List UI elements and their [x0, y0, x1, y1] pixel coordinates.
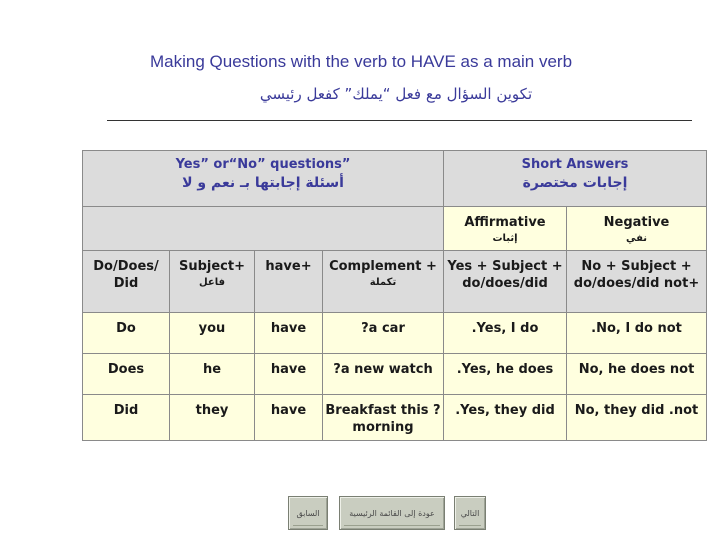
column-header-affirmative-pattern: Yes + Subject + do/does/did: [444, 251, 567, 313]
table-row: [83, 313, 707, 354]
negative-label: Negative: [603, 215, 670, 230]
next-button[interactable]: التالي: [454, 496, 486, 530]
column-header-subject: [170, 251, 255, 313]
previous-button[interactable]: السابق: [288, 496, 328, 530]
row-cell: ?a new watch: [323, 354, 444, 395]
row-cell: have: [255, 354, 323, 395]
complement-arabic: تكملة: [369, 277, 397, 288]
negative-arabic: نفي: [625, 233, 648, 244]
row-cell: ?a car: [323, 313, 444, 354]
row-cell: Did: [83, 395, 170, 441]
row-cell: he: [170, 354, 255, 395]
row-cell: have: [255, 395, 323, 441]
affirmative-arabic: إثبات: [492, 233, 518, 244]
subject-arabic: فاعل: [198, 277, 226, 288]
column-header-have: have+: [255, 251, 323, 313]
row-cell: they: [170, 395, 255, 441]
grammar-table: [82, 150, 707, 441]
row-cell: .Yes, I do: [444, 313, 567, 354]
complement-label: Complement +: [329, 259, 437, 274]
yes-no-questions-arabic: أسئلة إجابتها بـ نعم و لا: [182, 175, 344, 191]
negative-header: [567, 207, 707, 251]
row-cell: .Yes, he does: [444, 354, 567, 395]
row-cell: have: [255, 313, 323, 354]
row-cell: .Yes, they did: [444, 395, 567, 441]
column-header-negative-pattern: No + Subject + do/does/did not+: [567, 251, 707, 313]
yes-no-questions-header: [83, 151, 444, 207]
table-row: [83, 354, 707, 395]
short-answers-title: Short Answers: [521, 157, 629, 172]
row-cell: Does: [83, 354, 170, 395]
page-subtitle-arabic-text: تكوين السؤال مع فعل “يملك” كفعل رئيسي: [259, 85, 533, 103]
home-menu-button[interactable]: عودة إلى القائمة الرئيسية: [339, 496, 445, 530]
page-subtitle-arabic: [0, 85, 728, 103]
table-row: [83, 395, 707, 441]
header-blank-cell: [83, 207, 444, 251]
title-divider: [107, 120, 692, 121]
row-cell: Breakfast this ?morning: [323, 395, 444, 441]
page-title: Making Questions with the verb to HAVE as a main verb: [150, 52, 573, 71]
yes-no-questions-title: Yes” or“No” questions”: [175, 157, 351, 172]
affirmative-header: [444, 207, 567, 251]
row-cell: .No, I do not: [567, 313, 707, 354]
affirmative-label: Affirmative: [464, 215, 546, 230]
column-header-auxiliary: Do/Does/ Did: [83, 251, 170, 313]
row-cell: No, they did .not: [567, 395, 707, 441]
subject-label: Subject+: [178, 259, 245, 274]
row-cell: you: [170, 313, 255, 354]
column-header-complement: [323, 251, 444, 313]
row-cell: No, he does not: [567, 354, 707, 395]
short-answers-header: [444, 151, 707, 207]
short-answers-arabic: إجابات مختصرة: [522, 175, 628, 191]
row-cell: Do: [83, 313, 170, 354]
